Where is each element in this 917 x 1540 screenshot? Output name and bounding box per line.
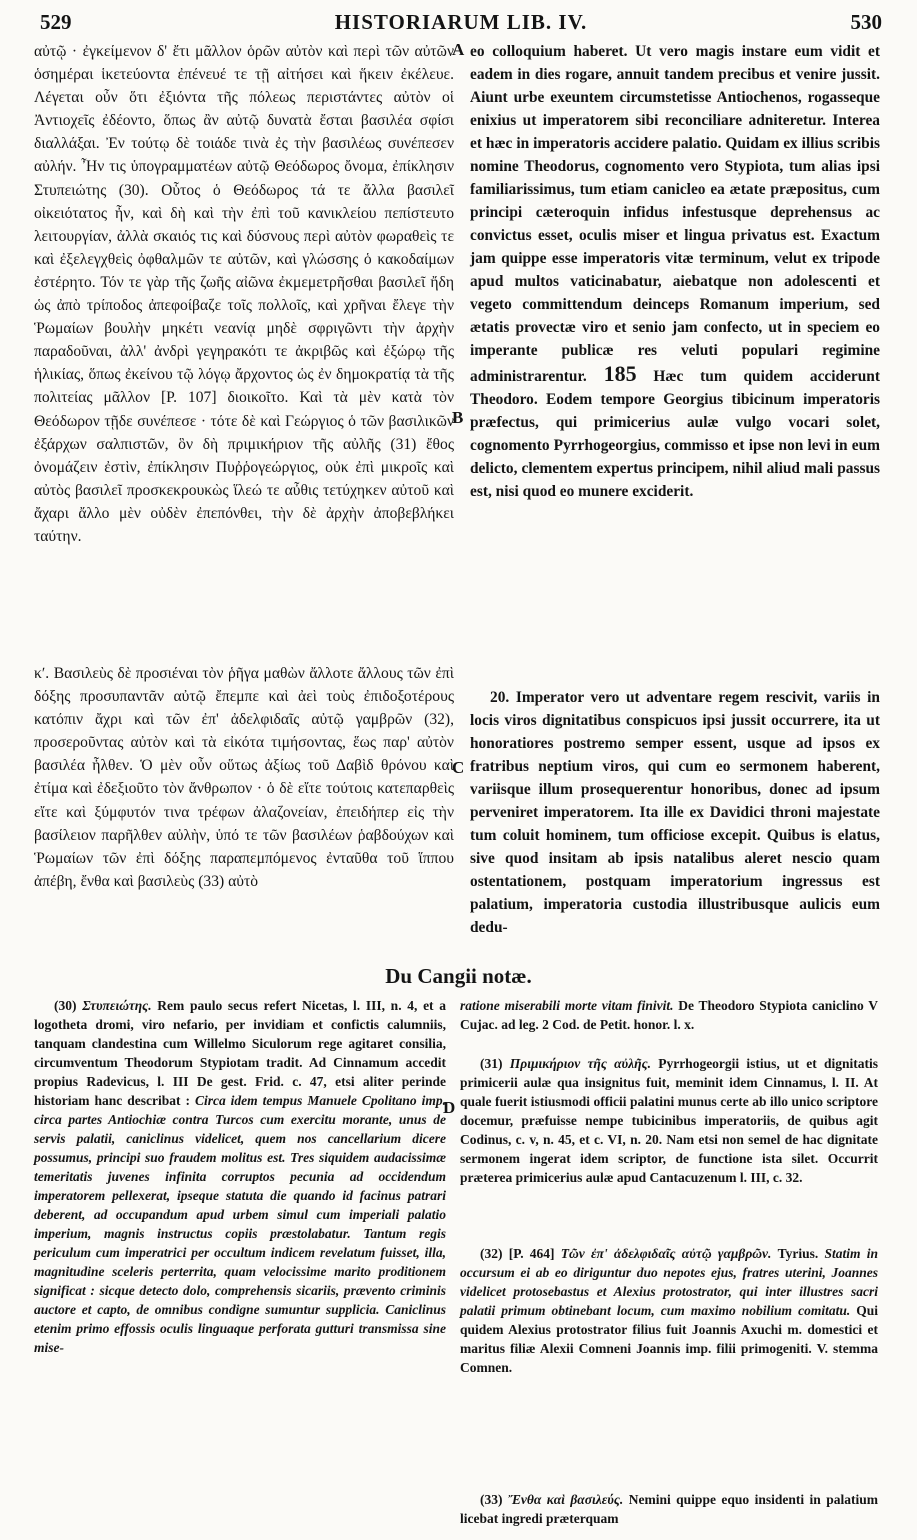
note-30-greek: Στυπειώτης. — [82, 998, 152, 1013]
margin-marker-a: A — [452, 40, 465, 59]
note-30-continued — [460, 996, 878, 1034]
note-30-text: Rem paulo secus refert Nicetas, l. III, n. 4, et a logotheta dromi, viro nefario, per invidiam et confictis calumniis, tanquam clandestina cum Willelmo Siculorum rege agitaret consilia, circumventum Theodorum Stypiotam tradit. Ad Cinnamum accedit propius Radevicus, l. III De gest. Frid. c. 47, etsi aliter perinde historiam hanc describat : — [34, 998, 446, 1108]
latin-text-part-1: eo colloquium haberet. Ut vero magis instare eum vidit et eadem in dies rogare, annuit tandem precibus et venire jussit. Aiunt urbe exeuntem circumstetisse Antiochenos, rogasseque enixius ut imperatorem sibi reconciliare adniteretur. Interea et hæc in imperatoris accidere palatio. Quidam ex illius scribis nomine Theodorus, cognomento vero Stypiota, tum alias ipsi familiarissimus, tum etiam canicleo ea ætate præpositus, cum principi cæteroquin infidus infestusque deprehensus ac convictus esset, oculis miser et lingua privatus est. Exactum jam quippe esse imperatoris vitæ terminum, velut ex tripode apud multos vaticinabatur, aiebatque non adolescenti et vegeto committendum deinceps Romanum imperium, sed ætatis provectæ viro et senio jam confecto, ut in speciem eo imperante publicæ res veluti populari regimine administrarentur. — [470, 43, 880, 385]
note-32-text-b: Qui quidem Alexius protostrator filius fuit Joannis Axuchi m. domestici et maritus filiæ Alexii Comneni Joannis imp. filii primogeniti. V. stemma Comnen. — [460, 1303, 879, 1375]
note-30 — [34, 996, 446, 1357]
note-30-reference: De Theodoro Stypiota caniclino V Cujac. ad leg. 2 Cod. de Petit. honor. l. x. — [460, 998, 879, 1032]
note-33-label: (33) — [480, 1492, 503, 1507]
note-32-text-a: Tyrius. — [777, 1246, 819, 1261]
note-32 — [460, 1244, 878, 1377]
note-32-greek: Τῶν ἐπ' ἀδελφιδαῖς αὐτῷ γαμβρῶν. — [560, 1246, 772, 1261]
note-32-label: (32) [P. 464] — [480, 1246, 555, 1261]
page-reference-185: 185 — [603, 361, 637, 386]
note-31-label: (31) — [480, 1056, 503, 1071]
margin-marker-d: D — [443, 1098, 456, 1117]
running-title: HISTORIARUM LIB. IV. — [334, 10, 588, 34]
note-33 — [460, 1490, 878, 1528]
greek-paragraph-2: κʹ. Βασιλεὺς δὲ προσιέναι τὸν ῥῆγα μαθὼν ἄλλοτε ἄλλους τῶν ἐπὶ δόξης προσυπαντᾶν αὐτῷ ἔπεμπε καὶ ἀεὶ τοὺς ἐπιδοξοτέρους κατόπιν ἄχρι καὶ τῶν ἐπ' ἀδελφιδαῖς αὐτῷ γαμβρῶν (32), προσεροῦντας αὐτὸν καὶ τὰ εἰκότα τιμήσοντας, ἕως παρ' αὐτὸν βασιλέα ἦλθεν. Ὁ μὲν οὖν οὕτως ἀξίως τοῦ Δαβὶδ θρόνου καὶ ἐτίμα καὶ ἐδεξιοῦτο τὸν ἄνθρωπον · ὁ δὲ εἴτε τούτοις κατεπαρθεὶς εἴτε καὶ ξύμφυτόν τινα τρέφων ἀλαζονείαν, ἐπειδήπερ εἰς τὴν βασίλειον παρῆλθεν αὐλὴν, ὑπό τε τῶν βασιλέων ῥαβδούχων καὶ Ῥωμαίων τῶν ἐπὶ δόξης παραπεμπόμενος ἐνταῦθα τοῦ ἵππου ἀπέβη, ἔνθα καὶ βασιλεὺς (33) αὐτὸ — [34, 665, 454, 890]
note-30-quote: Circa idem tempus Manuele Cpolitano imp. circa partes Antiochiæ contra Turcos cum exercitu morante, unus de servis palatii, caniclinus videlicet, quem nos cancellarium dicere possumus, principi suo fraudem molitus est. Tres siquidem audacissimæ temeritatis juvenes infinita corruptos pecunia ad occidendum imperatorem pellexerat, ipseque statuta die quando id facinus patrari deberent, ad occupandum apud urbem simul cum imperiali palatio imperium, magnis instructus copiis præstolabatur. Tantum regis periculum cum imperatrici per occultum indicem revelatum fuisset, illa, magnitudine sceleris perterrita, quam velocissime marito proditionem significat : sicque detecto dolo, comprehensis sicariis, prævento criminis auctore et capto, de omnibus condigne sumuntur supplicia. Caniclinus etenim primo effossis oculis linguaque perforata gutturi transmissa sine mise- — [34, 1093, 446, 1355]
note-30-label: (30) — [54, 998, 77, 1013]
latin-paragraph-2 — [470, 686, 880, 939]
latin-paragraph-2-text: 20. Imperator vero ut adventare regem rescivit, variis in locis viros dignitatibus conspicuos ipsi jussit occurrere, ita ut honoratiores postremo semper essent, usque ad ipsos ex fratribus neptium viros, qui cum eo sermonem haberent, variisque illum prosequerentur honoribus, donec ad ipsum perveniret imperatorem. Ita ille ex Davidici throni majestate tum coluit hominem, tum officiose excepit. Quibus is elatus, sive quod insitam ab ipsis natalibus aleret nescio quam ostentationem, postquam imperatorium ingressus est palatium, imperatoria custodia illustribusque aulicis eum dedu- — [470, 689, 880, 936]
note-32-quote: Statim in occursum ei ab eo diriguntur duo nepotes ejus, fratres uterini, Joannes videlicet protosebastus et Alexius protostrator, qui inter illustres sacri palatii primum obtinebant locum, cum maximo nobilium comitatu. — [460, 1246, 879, 1318]
note-33-text: Nemini quippe equo insidenti in palatium licebat ingredi præterquam — [460, 1492, 878, 1526]
note-31-text: Pyrrhogeorgii istius, ut et dignitatis primicerii aulæ qua insignitus fuit, meminit idem Cinnamus, l. II. At quale fuerit istiusmodi officii palatini munus certe ab illo unico scriptore docemur, præfuisse nempe tubicinibus imperatoriis, de quibus agit Codinus, c. v, n. 45, et c. VI, n. 20. Nam etsi non semel de hac dignitate sermonem ingerat idem scriptor, de functione ista silet. Occurrit præterea primicerius aulæ apud Cantacuzenum l. III, c. 32. — [460, 1056, 878, 1185]
latin-paragraph-1 — [470, 40, 880, 503]
margin-marker-c: C — [452, 758, 465, 777]
note-31 — [460, 1054, 878, 1187]
greek-paragraph-1: αὐτῷ · ἐγκείμενον δ' ἔτι μᾶλλον ὁρῶν αὐτὸν καὶ περὶ τῶν αὐτῶν ὁσημέραι ἱκετεύοντα ἐπένευέ τε τῇ αἰτήσει καὶ ἥκειν ἐκέλευε. Λέγεται οὖν ὅτι ἐξιόντα τῆς πόλεως περιστάντες αὐτὸν οἱ Ἀντιοχεῖς ἐδέοντο, ὅπως ἂν αὐτῷ δυνατὰ ἔσται βασιλέα σφίσι διαλλάξαι. Ἐν τούτῳ δὲ τοιάδε τινὰ ἐς τὴν βασιλέως συνέπεσεν αὐλήν. Ἦν τις ὑπογραμματέων αὐτῷ Θεόδωρος ὄνομα, ἐπίκλησιν Στυπειώτης (30). Οὗτος ὁ Θεόδωρος τά τε ἄλλα βασιλεῖ οἰκειότατος ἦν, καὶ δὴ καὶ τὴν ἐπὶ τοῦ κανικλείου πεπίστευτο λειτουργίαν, ἀλλὰ σκαιός τις καὶ δύσνους περὶ αὐτὸν φωραθεὶς τε καὶ ἐξελεγχθεὶς ὀφθαλμῶν τε αὐτῶν, καὶ γλώσσης ὁ κακοδαίμων ἐστέρητο. Τόν τε γὰρ τῆς ζωῆς αἰῶνα ἐκμεμετρῆσθαι βασιλεῖ ἤδη ὡς ἀπὸ τρίποδος ἀπεφοίβαζε τοῖς πολλοῖς, καὶ χρῆναι ἔλεγε τὴν Ῥωμαίων βουλὴν μηκέτι νεανίᾳ μηδὲ σφριγῶντι τὴν ἀρχὴν παραδοῦναι, ἀλλ' ἀνδρὶ γεγηρακότι τε ἀκριβῶς καὶ ἐξώρῳ τῆς ἡλικίας, ὅπως ἐκείνου τῷ λόγῳ ἄρχοντος ὡς ἐν δημοκρατίᾳ τὰ τῆς πολιτείας μᾶλλον [P. 107] διοικοῖτο. Καὶ τὰ μὲν κατὰ τὸν Θεόδωρον τῇδε συνέπεσε · τότε δὲ καὶ Γεώργιος ὁ τῶν βασιλικῶν ἐξάρχων σαλπιστῶν, ὃν δὴ πριμικήριον τῆς αὐλῆς (31) ἔθος ὀνομάζειν ἐστὶν, ἐπίκλησιν Πυῤῥογεώργιος, οὐκ ἐπὶ μικροῖς καὶ αὐτὸς βασιλεῖ προσκεκρουκὼς ἵλεώ τε αὖθις τετύχηκεν αὐτοῦ καὶ ἄχαρι ἄλλο μὲν οὐδὲν ἐπεπόνθει, τὴν δὲ ἀρχὴν ἀποβεβλήκει ταύτην. — [34, 43, 454, 545]
note-33-greek: Ἔνθα καὶ βασιλεύς. — [507, 1492, 624, 1507]
latin-text-part-2: Hæc tum quidem acciderunt Theodoro. Eodem tempore Georgius tibicinum imperatoris præfectus, qui primicerius aulæ vulgo vocari solet, cognomento Pyrrhogeorgius, commisso et ipse non levi in eum delicto, clementem expertus principem, nihil aliud mali passus est, nisi quod eo munere exciderit. — [470, 368, 880, 500]
note-30-quote-end: ratione miserabili morte vitam finivit. — [460, 998, 674, 1013]
page-number-right: 530 — [850, 10, 882, 34]
note-31-greek: Πριμικήριον τῆς αὐλῆς. — [509, 1056, 651, 1071]
page-number-left: 529 — [40, 10, 72, 34]
margin-marker-b: B — [452, 408, 464, 427]
notes-heading: Du Cangii notæ. — [385, 964, 532, 988]
running-header — [40, 10, 882, 38]
